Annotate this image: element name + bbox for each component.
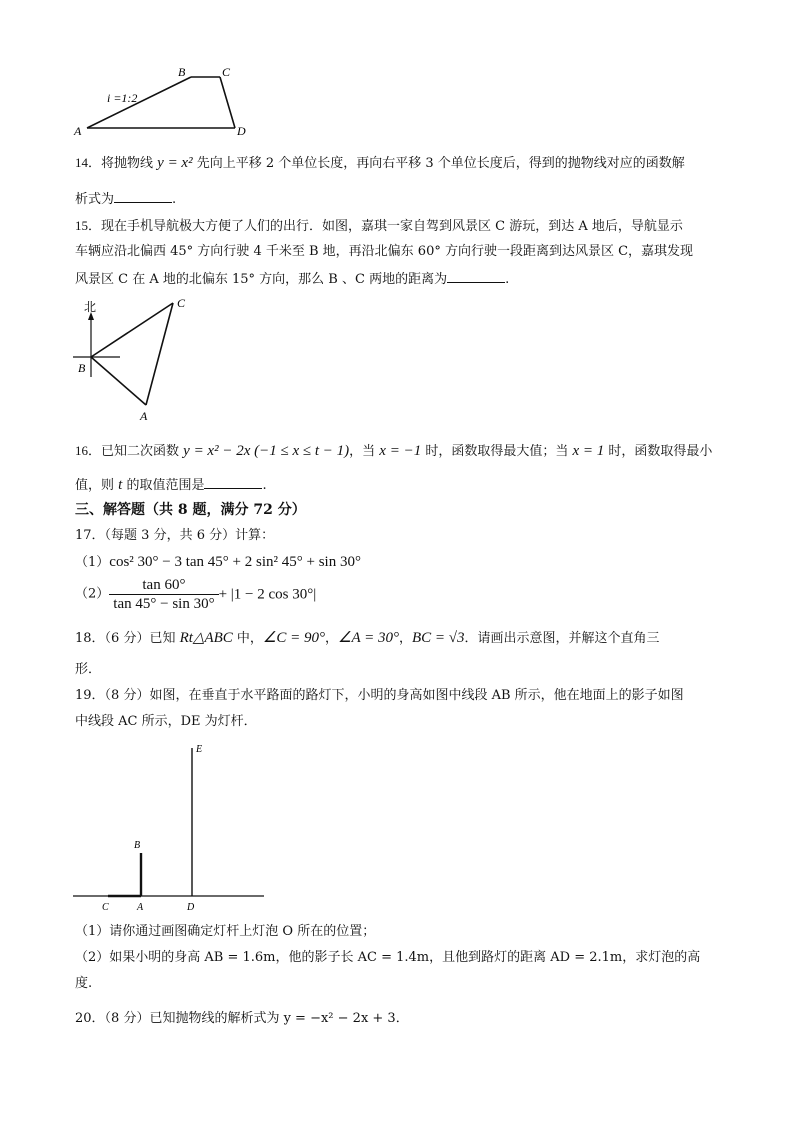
q15-text1: 现在手机导航极大方便了人们的出行．如图，嘉琪一家自驾到风景区 C 游玩，到达 A 地后，导航显示 (101, 219, 683, 234)
q17-heading: 17．（每题 3 分，共 6 分）计算： (75, 528, 275, 543)
label-c: C (102, 902, 109, 913)
q18-line1 (75, 628, 660, 649)
slope-label: i =1:2 (107, 91, 138, 105)
q16-formula: y = x² − 2x (−1 ≤ x ≤ t − 1) (183, 443, 350, 459)
q15-text3: 风景区 C 在 A 地的北偏东 15° 方向，那么 B 、C 两地的距离为 (75, 272, 448, 287)
q18-sep1: ， (325, 631, 339, 646)
q19-part1: （1）请你通过画图确定灯杆上灯泡 O 所在的位置； (75, 924, 376, 939)
label-b: B (178, 65, 186, 79)
q19-part2: （2）如果小明的身高 AB = 1.6m，他的影子长 AC = 1.4m，且他到路灯的距离 AD = 2.1m，求灯泡的高 (75, 950, 701, 965)
q17-part1-expression: cos² 30° − 3 tan 45° + 2 sin² 45° + sin 30° (109, 554, 361, 570)
label-a: A (74, 124, 82, 138)
q15-line3 (75, 268, 509, 290)
q14-text1: 将抛物线 (101, 156, 158, 171)
side-cd (220, 77, 235, 128)
q18-angle-a: ∠A = 30° (338, 630, 399, 646)
q16-number: 16． (75, 443, 102, 458)
q16-text5: 值，则 (75, 478, 119, 493)
q18-sep2: ， (398, 631, 412, 646)
q16-text6: 的取值范围是 (122, 478, 205, 493)
navigation-figure (68, 295, 208, 425)
q14-text2: 先向上平移 2 个单位长度，再向右平移 3 个单位长度后，得到的抛物线对应的函数解 (192, 156, 685, 171)
q18-text3: ．请画出示意图，并解这个直角三 (464, 631, 660, 646)
label-e: E (196, 744, 203, 755)
q14-end: . (172, 192, 177, 207)
q16-text2: ，当 (349, 444, 380, 459)
q17-part2-denominator: tan 45° − sin 30° (113, 596, 215, 612)
q17-part2-fraction (109, 576, 218, 613)
q14-line1 (75, 153, 685, 174)
q17-part1-label: （1） (75, 555, 110, 570)
q15-number: 15． (75, 218, 102, 233)
q19-line2: 中线段 AC 所示，DE 为灯杆． (75, 714, 257, 729)
q15-text2: 车辆应沿北偏西 45° 方向行驶 4 千米至 B 地，再沿北偏东 60° 方向行驶一段距离到达风景区 C，嘉琪发现 (75, 244, 694, 259)
q15-line2 (75, 242, 693, 262)
q19-line1: 19．（8 分）如图，在垂直于水平路面的路灯下，小明的身高如图中线段 AB 所示，他在地面上的影子如图 (75, 688, 684, 703)
q16-text4: 时，函数取得最小 (604, 444, 713, 459)
q15-end: . (505, 272, 510, 287)
q17-part2-label: （2） (75, 586, 110, 602)
q16-line2 (75, 474, 267, 496)
label-a: A (140, 409, 148, 423)
q18-text1: 18．（6 分）已知 (75, 631, 180, 646)
label-d: D (187, 902, 195, 913)
q15-line1 (75, 216, 683, 237)
north-label: 北 (84, 300, 97, 314)
trapezoid-figure (70, 62, 270, 142)
label-b: B (78, 361, 86, 375)
q15-answer-blank[interactable] (447, 268, 505, 283)
q18-side-bc: BC = √3 (412, 630, 465, 646)
label-a: A (137, 902, 144, 913)
q18-text2: 中， (232, 631, 263, 646)
q14-number: 14． (75, 155, 102, 170)
q14-formula: y = x² (157, 155, 193, 171)
q14-line2 (75, 188, 176, 210)
street-lamp-figure (68, 740, 278, 915)
label-c: C (222, 65, 231, 79)
label-c: C (177, 296, 186, 310)
q16-x2: x = 1 (572, 443, 605, 459)
q20-line1: 20．（8 分）已知抛物线的解析式为 y = −x² − 2x + 3． (75, 1011, 409, 1026)
section-3-heading: 三、解答题（共 8 题，满分 72 分） (75, 502, 306, 518)
q14-text3: 析式为 (75, 192, 115, 207)
q17-part2-rest: + |1 − 2 cos 30°| (218, 586, 317, 603)
q19-part2-end: 度. (75, 976, 93, 991)
q18-angle-c: ∠C = 90° (262, 630, 325, 646)
segment-ba (91, 357, 146, 405)
q16-t: t (118, 477, 123, 493)
q17-part2 (75, 576, 316, 613)
q17-part2-numerator: tan 60° (109, 576, 218, 595)
q16-x1: x = −1 (379, 443, 422, 459)
q16-text3: 时，函数取得最大值；当 (421, 444, 573, 459)
q16-text1: 已知二次函数 (101, 444, 184, 459)
q16-end: . (262, 478, 267, 493)
q16-line1 (75, 441, 712, 462)
q18-triangle: Rt△ABC (179, 630, 233, 646)
q16-answer-blank[interactable] (204, 474, 262, 489)
q14-answer-blank[interactable] (114, 188, 172, 203)
label-d: D (237, 124, 246, 138)
q18-line2: 形． (75, 662, 102, 677)
side-ab (87, 77, 191, 128)
q17-part1 (75, 552, 361, 573)
label-b: B (134, 840, 141, 851)
